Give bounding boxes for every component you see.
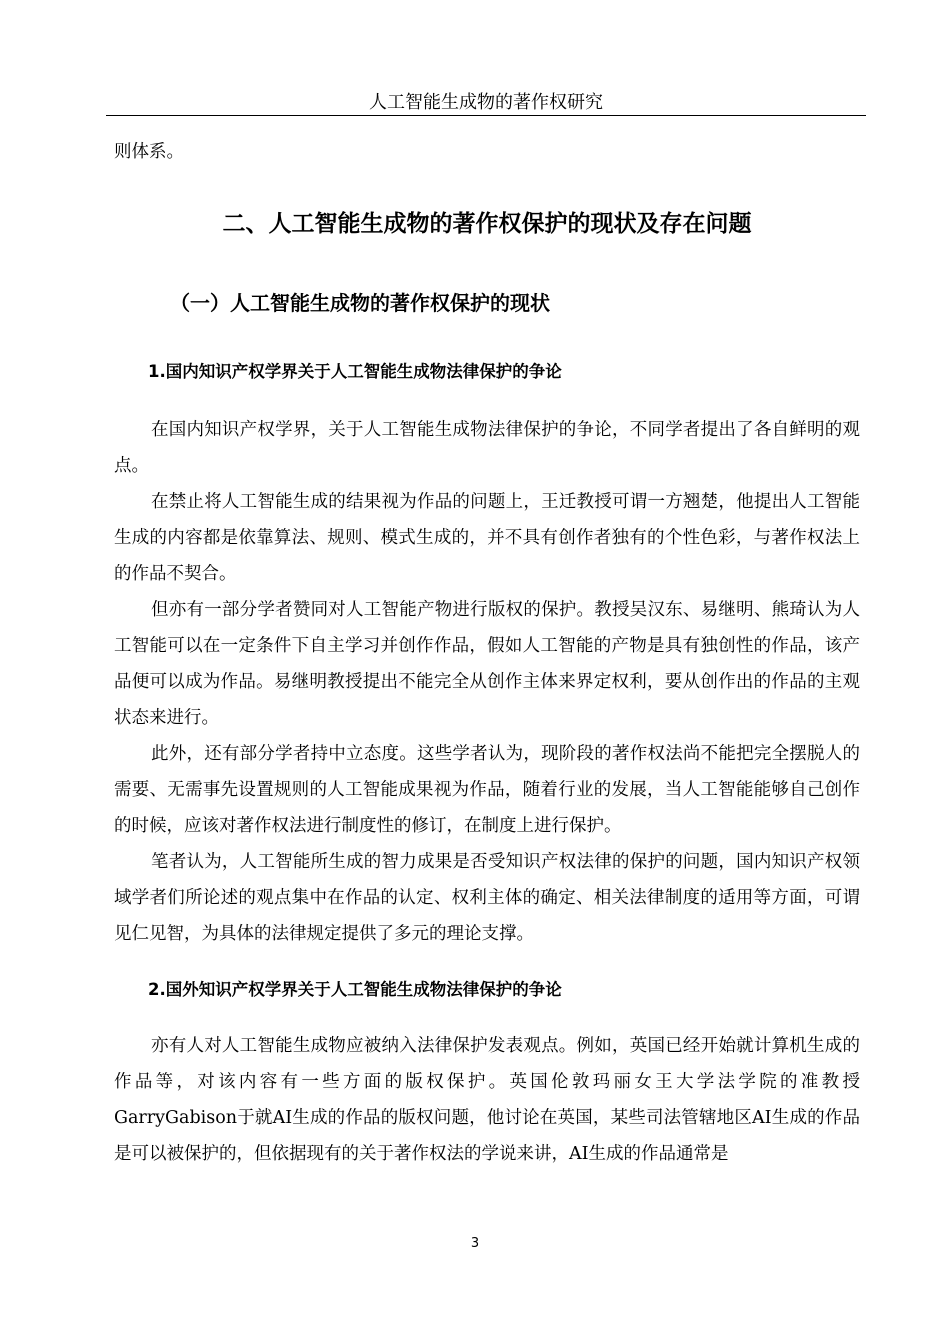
item1-paragraphs xyxy=(114,412,860,952)
running-header: 人工智能生成物的著作权研究 xyxy=(369,92,603,113)
item2-heading: 2.国外知识产权学界关于人工智能生成物法律保护的争论 xyxy=(148,980,562,999)
item2-paragraphs xyxy=(114,1028,860,1172)
paragraph: 此外，还有部分学者持中立态度。这些学者认为，现阶段的著作权法尚不能把完全摆脱人的需要、无需事先设置规则的人工智能成果视为作品，随着行业的发展，当人工智能能够自己创作的时候，应该对著作权法进行制度性的修订，在制度上进行保护。 xyxy=(114,744,860,836)
paragraph: 亦有人对人工智能生成物应被纳入法律保护发表观点。例如，英国已经开始就计算机生成的作品等，对该内容有一些方面的版权保护。英国伦敦玛丽女王大学法学院的准教授GarryGabison于就AI生成的作品的版权问题，他讨论在英国，某些司法管辖地区AI生成的作品是可以被保护的，但依据现有的关于著作权法的学说来讲，AI生成的作品通常是 xyxy=(114,1036,860,1164)
header-rule xyxy=(106,115,866,116)
continuation-text: 则体系。 xyxy=(114,142,184,162)
paragraph: 在禁止将人工智能生成的结果视为作品的问题上，王迁教授可谓一方翘楚，他提出人工智能生成的内容都是依靠算法、规则、模式生成的，并不具有创作者独有的个性色彩，与著作权法上的作品不契合。 xyxy=(114,492,860,584)
paragraph: 笔者认为，人工智能所生成的智力成果是否受知识产权法律的保护的问题，国内知识产权领域学者们所论述的观点集中在作品的认定、权利主体的确定、相关法律制度的适用等方面，可谓见仁见智，为具体的法律规定提供了多元的理论支撑。 xyxy=(114,852,860,944)
page-number: 3 xyxy=(470,1236,480,1251)
section-heading: 二、人工智能生成物的著作权保护的现状及存在问题 xyxy=(222,211,752,237)
item1-heading: 1.国内知识产权学界关于人工智能生成物法律保护的争论 xyxy=(148,362,562,381)
paragraph: 在国内知识产权学界，关于人工智能生成物法律保护的争论，不同学者提出了各自鲜明的观点。 xyxy=(114,420,860,476)
subsection-heading: （一）人工智能生成物的著作权保护的现状 xyxy=(170,291,550,315)
page-body xyxy=(114,134,860,1172)
paragraph: 但亦有一部分学者赞同对人工智能产物进行版权的保护。教授吴汉东、易继明、熊琦认为人工智能可以在一定条件下自主学习并创作作品，假如人工智能的产物是具有独创性的作品，该产品便可以成为作品。易继明教授提出不能完全从创作主体来界定权利，要从创作出的作品的主观状态来进行。 xyxy=(114,600,860,728)
